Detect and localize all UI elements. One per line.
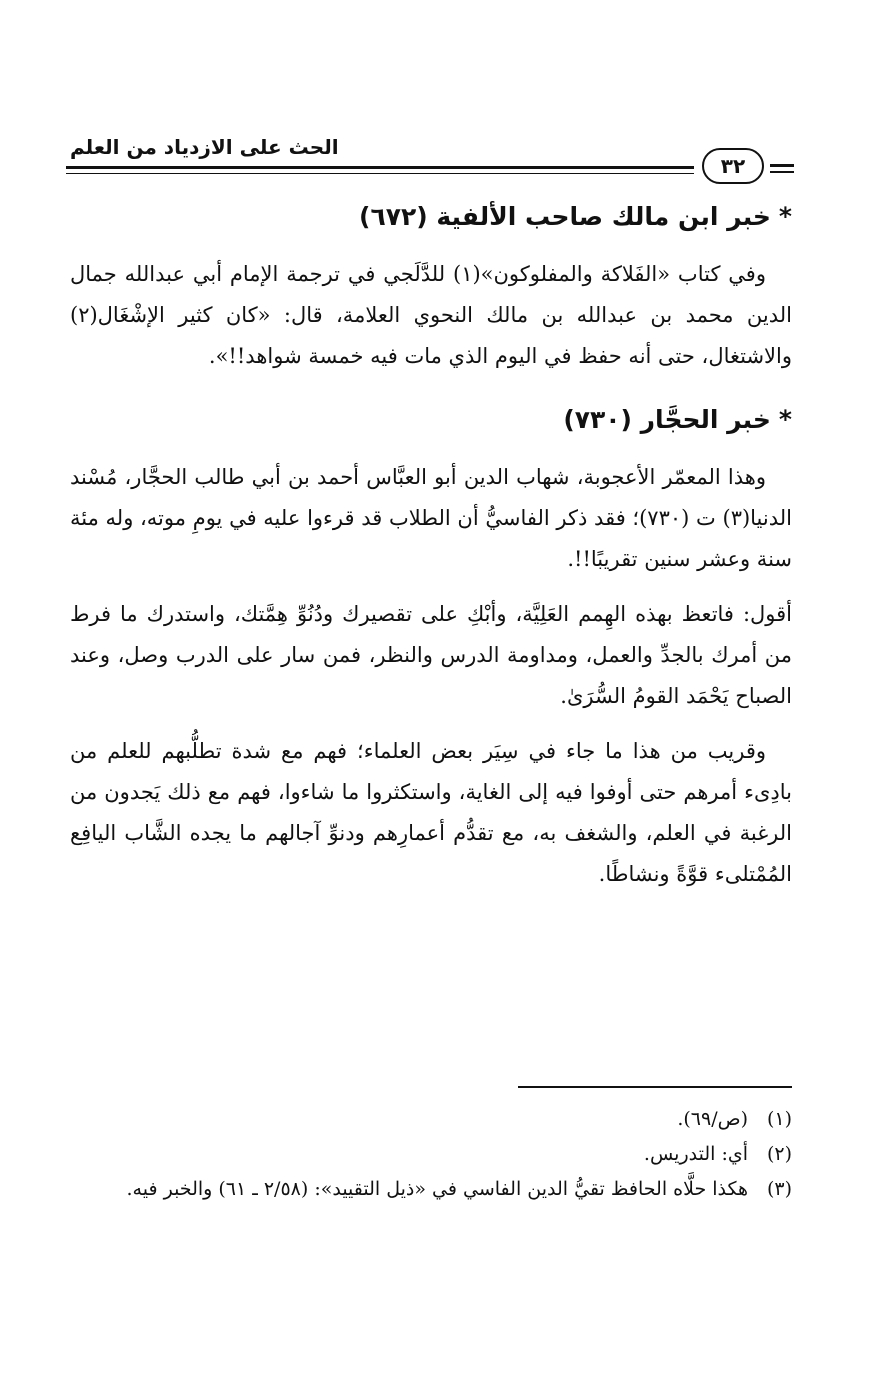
footnote-number: (٣) <box>766 1178 792 1200</box>
footnote-item <box>70 1172 792 1207</box>
page-number: ٣٢ <box>702 148 764 184</box>
section-heading-ibn-malik <box>70 196 792 238</box>
page-number-mark <box>770 164 794 173</box>
section-heading-hajjar <box>70 399 792 441</box>
footnote-separator <box>518 1086 792 1088</box>
footnote-text: (ص/٦٩). <box>677 1108 748 1130</box>
running-header <box>66 128 796 188</box>
paragraph: أقول: فاتعظ بهذه الهِمم العَلِيَّة، وأبْكِ على تقصيرك ودُنُوِّ هِمَّتك، واستدرك ما فرط من أمرك بالجدِّ والعمل، ومداومة الدرس والنظر، فمن سار على الدرب وصل، وعند الصباح يَحْمَد القومُ السُّرَىٰ. <box>70 602 792 708</box>
paragraph: وهذا المعمّر الأعجوبة، شهاب الدين أبو العبَّاس أحمد بن أبي طالب الحجَّار، مُسْند الدنيا(٣) ت (٧٣٠)؛ فقد ذكر الفاسيُّ أن الطلاب قد قرءوا عليه في يومِ موته، وله مئة سنة وعشر سنين تقريبًا!!. <box>70 465 792 571</box>
footnote-item <box>70 1137 792 1172</box>
footnote-number: (١) <box>766 1108 792 1130</box>
header-rule-thin <box>66 173 694 174</box>
footnote-text: أي: التدريس. <box>643 1143 748 1165</box>
section-heading-text: خبر ابن مالك صاحب الألفية (٦٧٢) <box>359 202 771 231</box>
page-body <box>70 196 792 909</box>
section-star: * <box>778 202 792 231</box>
paragraph: وقريب من هذا ما جاء في سِيَر بعض العلماء؛ فهم مع شدة تطلُّبهم للعلم من بادِىء أمرهم حتى أوفوا فيه إلى الغاية، واستكثروا ما شاءوا، فهم مع ذلك يَجدون من الرغبة في العلم، والشغف به، مع تقدُّم أعمارِهم ودنوِّ آجالهم ما يجده الشَّاب اليافِع المُمْتلىء قوَّةً ونشاطًا. <box>70 739 792 886</box>
section-heading-text: خبر الحجَّار (٧٣٠) <box>563 405 771 434</box>
section-gap <box>70 391 792 399</box>
footnotes <box>70 1102 792 1207</box>
footnote-number: (٢) <box>766 1143 792 1165</box>
paragraph: وفي كتاب «الفَلاكة والمفلوكون»(١) للدَّلَجي في ترجمة الإمام أبي عبدالله جمال الدين محمد بن عبدالله بن مالك النحوي العلامة، قال: «كان كثير الإشْغَال(٢) والاشتغال، حتى أنه حفظ في اليوم الذي مات فيه خمسة شواهد!!». <box>70 262 792 368</box>
section-star: * <box>778 405 792 434</box>
running-title: الحث على الازدياد من العلم <box>70 135 339 159</box>
footnote-text: هكذا حلَّاه الحافظ تقيُّ الدين الفاسي في «ذيل التقييد»: (٢/٥٨ ـ ٦١) والخبر فيه. <box>126 1178 748 1200</box>
footnote-item <box>70 1102 792 1137</box>
